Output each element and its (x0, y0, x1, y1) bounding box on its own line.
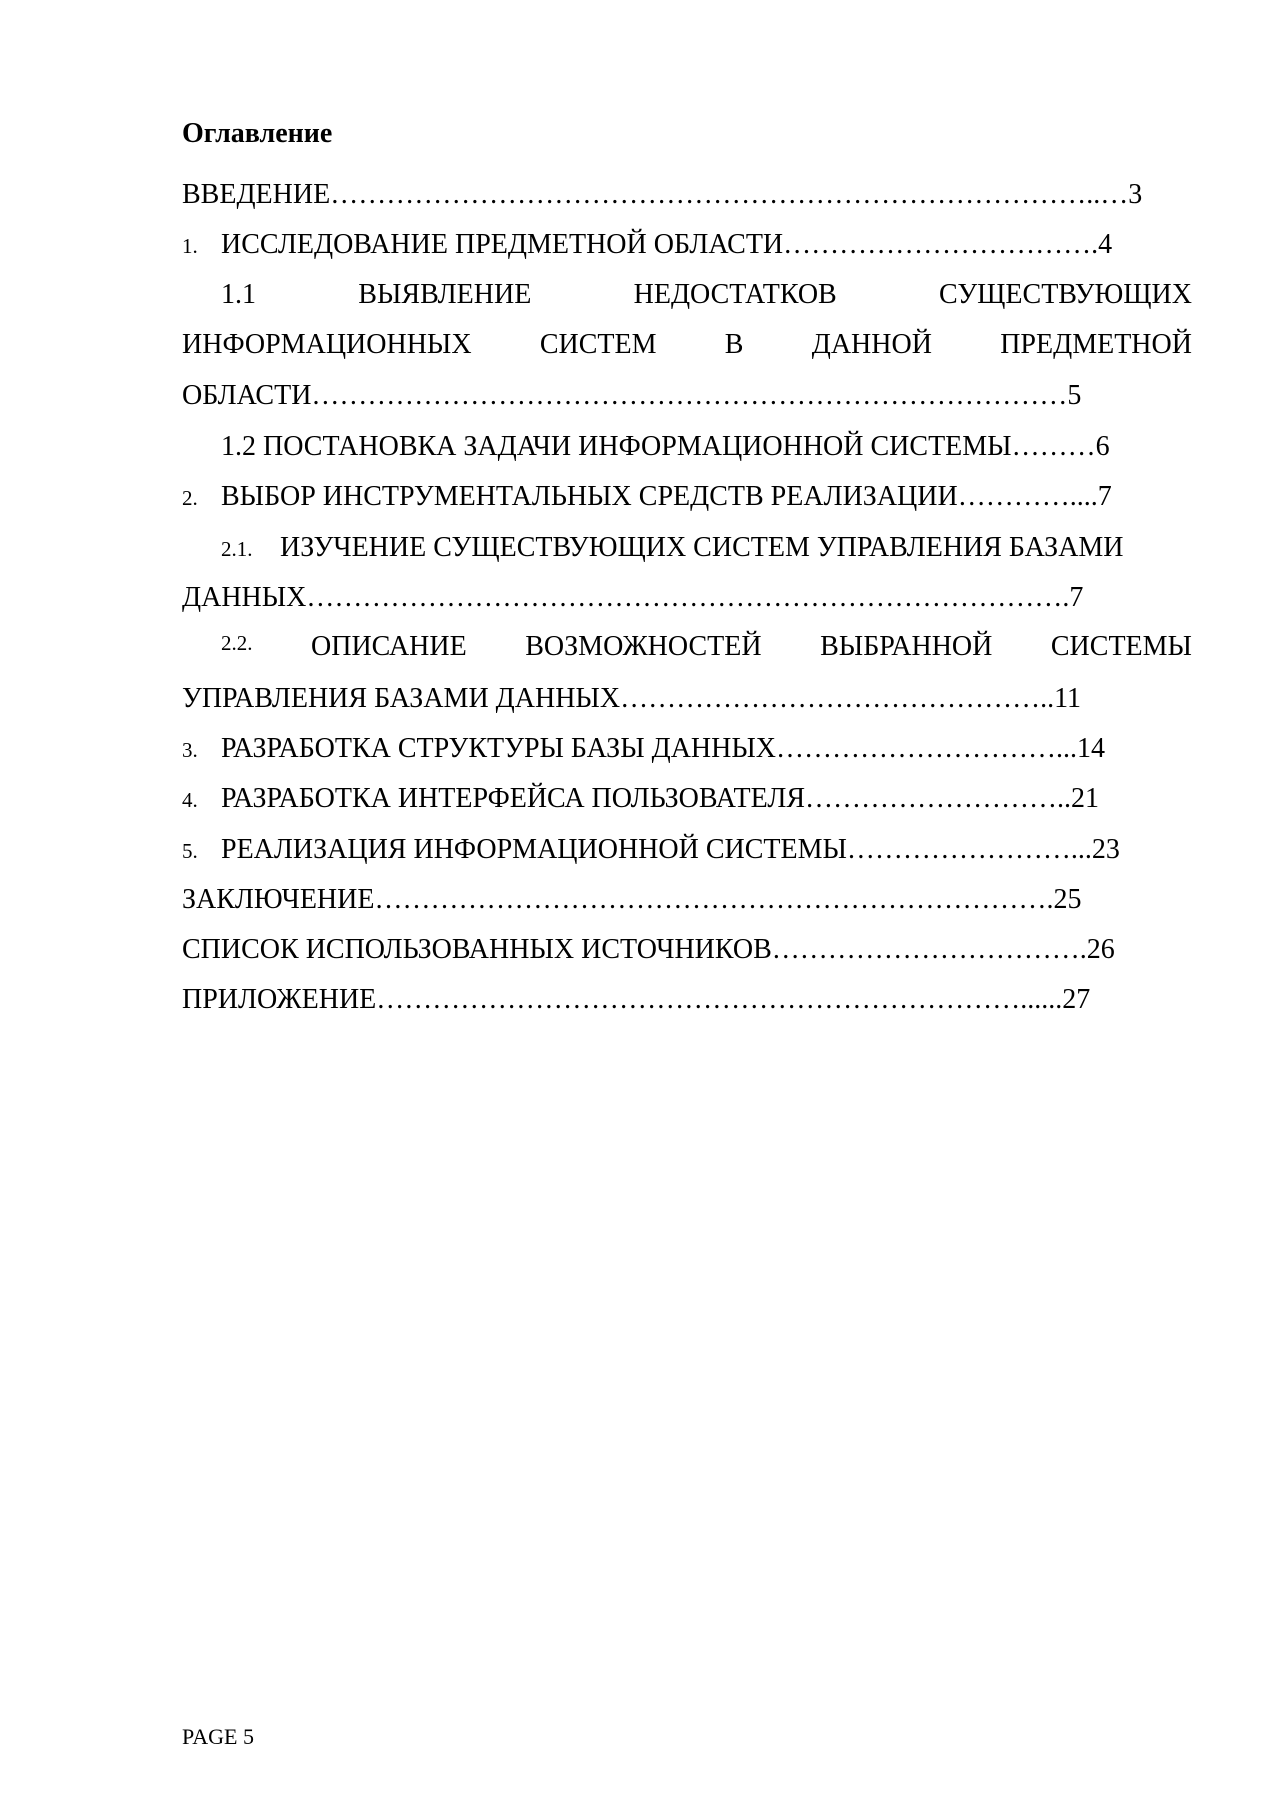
toc-word: ПРЕДМЕТНОЙ (1000, 329, 1192, 360)
toc-entry-number: 2. (182, 486, 198, 510)
toc-word: СИСТЕМЫ (1050, 631, 1192, 662)
toc-word: ОПИСАНИЕ (311, 631, 467, 662)
toc-word: ВЫБРАННОЙ (820, 631, 993, 662)
toc-entry-number: 2.1. (221, 537, 253, 561)
toc-entry-intro: ВВЕДЕНИЕ………………………………………………………………………..…3 (182, 179, 1143, 210)
toc-entry-2-1 (221, 534, 1124, 562)
toc-word: В (724, 329, 744, 360)
toc-entry-number: 5. (182, 839, 198, 863)
toc-word: ИНФОРМАЦИОННЫХ (182, 329, 472, 360)
toc-entry-1-2: 1.2 ПОСТАНОВКА ЗАДАЧИ ИНФОРМАЦИОННОЙ СИСТЕМЫ………6 (221, 431, 1110, 462)
toc-title: Оглавление (182, 118, 333, 149)
toc-entry-sources: СПИСОК ИСПОЛЬЗОВАННЫХ ИСТОЧНИКОВ…………………………….26 (182, 934, 1115, 965)
toc-entry-text: РАЗРАБОТКА СТРУКТУРЫ БАЗЫ ДАННЫХ…………………………...14 (221, 733, 1106, 764)
toc-word: СУЩЕСТВУЮЩИХ (939, 279, 1192, 310)
toc-entry-text: РЕАЛИЗАЦИЯ ИНФОРМАЦИОННОЙ СИСТЕМЫ……………………...23 (221, 834, 1120, 865)
footer-page-label: PAGE (182, 1724, 238, 1749)
toc-entry-4 (182, 785, 1099, 813)
toc-entry-number: 1. (182, 234, 198, 258)
toc-entry-2-1-line2: ДАННЫХ……………………………………………………………………….7 (182, 582, 1084, 613)
toc-word: ВЫЯВЛЕНИЕ (358, 279, 532, 310)
toc-word: СИСТЕМ (539, 329, 657, 360)
toc-entry-1 (182, 231, 1112, 259)
toc-word: НЕДОСТАТКОВ (633, 279, 837, 310)
toc-entry-1-1 (221, 281, 1192, 309)
toc-entry-3 (182, 735, 1105, 763)
toc-entry-number: 2.2. (221, 631, 253, 655)
toc-entry-5 (182, 836, 1120, 864)
footer-page-number: 5 (242, 1724, 254, 1749)
toc-entry-text: ВЫБОР ИНСТРУМЕНТАЛЬНЫХ СРЕДСТВ РЕАЛИЗАЦИИ…………....7 (221, 481, 1112, 512)
toc-entry-text: РАЗРАБОТКА ИНТЕРФЕЙСА ПОЛЬЗОВАТЕЛЯ………………………..21 (221, 783, 1100, 814)
toc-entry-appendix: ПРИЛОЖЕНИЕ……………………………………………………………......27 (182, 984, 1091, 1015)
toc-entry-conclusion: ЗАКЛЮЧЕНИЕ……………………………………………………………….25 (182, 884, 1082, 915)
toc-entry-number: 4. (182, 788, 198, 812)
toc-entry-2-2-line2: УПРАВЛЕНИЯ БАЗАМИ ДАННЫХ………………………………………..11 (182, 683, 1082, 714)
toc-entry-text: ИССЛЕДОВАНИЕ ПРЕДМЕТНОЙ ОБЛАСТИ…………………………….4 (221, 229, 1113, 260)
page-footer (182, 1726, 254, 1748)
toc-word: 1.1 (221, 279, 256, 310)
toc-entry-2 (182, 483, 1112, 511)
toc-entry-text: ИЗУЧЕНИЕ СУЩЕСТВУЮЩИХ СИСТЕМ УПРАВЛЕНИЯ БАЗАМИ (280, 532, 1124, 563)
toc-word: ДАННОЙ (811, 329, 932, 360)
toc-entry-1-1-line2 (182, 331, 1192, 359)
toc-entry-2-2 (221, 633, 1192, 661)
toc-entry-number: 3. (182, 738, 198, 762)
toc-word: ВОЗМОЖНОСТЕЙ (525, 631, 762, 662)
toc-entry-1-1-line3: ОБЛАСТИ………………………………………………………………………5 (182, 380, 1082, 411)
